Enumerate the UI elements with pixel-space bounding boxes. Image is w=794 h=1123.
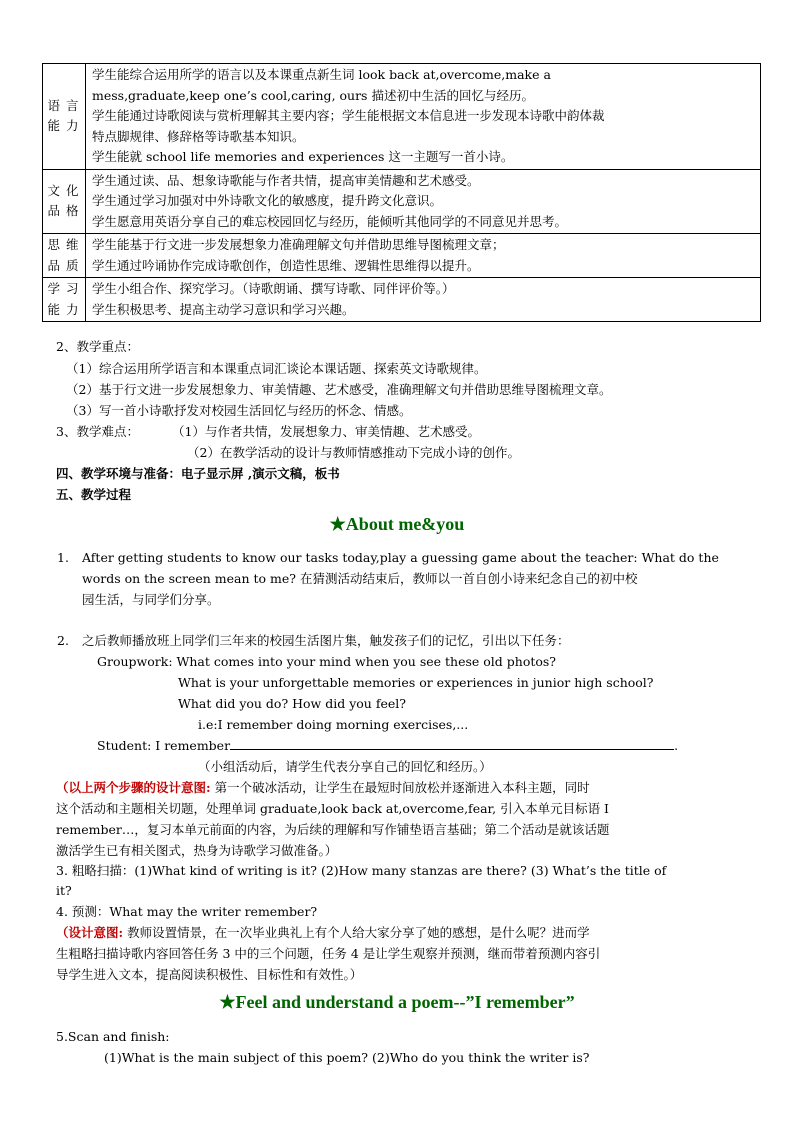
row-content: 学生能基于行文进一步发展想象力准确理解文句并借助思维导图梳理文章； 学生通过吟诵协作完成诗歌创作，创造性思维、逻辑性思维得以提升。 <box>86 234 761 278</box>
groupwork-question: What is your unforgettable memories or experiences in junior high school? <box>178 675 654 690</box>
table-row <box>43 64 761 170</box>
design-intent-text: 激活学生已有相关图式，热身为诗歌学习做准备。） <box>56 843 338 858</box>
table-row <box>43 234 761 278</box>
step-text: 之后教师播放班上同学们三年来的校园生活图片集，触发孩子们的记忆，引出以下任务： <box>82 633 570 648</box>
step-title: 5.Scan and finish: <box>56 1029 170 1044</box>
row-content: 学生通过读、品、想象诗歌能与作者共情，提高审美情趣和艺术感受。 学生通过学习加强对中外诗歌文化的敏感度，提升跨文化意识。 学生愿意用英语分享自己的难忘校园回忆与经历，能倾听其他同学的不同意见并思考。 <box>86 169 761 234</box>
step-text: it? <box>56 883 72 898</box>
row-content: 学生能综合运用所学的语言以及本课重点新生词 look back at,overcome,make a mess,graduate,keep one’s cool,caring, ours 描述初中生活的回忆与经历。 学生能通过诗歌阅读与赏析理解其主要内容；学生能根据文本信息进一步发现本诗歌中韵体裁 特点脚规律、修辞格等诗歌基本知识。 学生能就 school life memories and experiences 这一主题写一首小诗。 <box>86 64 761 170</box>
student-prompt: Student: I remember . <box>97 738 679 753</box>
objectives-table <box>42 63 761 322</box>
step-text: 园生活，与同学们分享。 <box>82 592 220 607</box>
row-label: 语言 能力 <box>43 64 86 170</box>
design-intent-label: （以上两个步骤的设计意图: <box>56 780 211 795</box>
table-row <box>43 278 761 322</box>
design-intent-text: 导学生进入文本，提高阅读积极性、目标性和有效性。） <box>56 967 363 982</box>
design-intent-label: （设计意图: <box>56 925 124 940</box>
step-text: 4. 预测：What may the writer remember? <box>56 904 318 919</box>
answer-blank <box>230 736 674 750</box>
difficulties-heading: 3、教学难点： <box>56 424 139 439</box>
section-environment: 四、教学环境与准备：电子显示屏 ,演示文稿，板书 <box>56 466 340 481</box>
groupwork-question: Groupwork: What comes into your mind when you see these old photos? <box>97 654 557 669</box>
step-text: 3. 粗略扫描：(1)What kind of writing is it? (2)How many stanzas are there? (3) What’s the title of <box>56 863 667 878</box>
groupwork-question: What did you do? How did you feel? <box>178 696 406 711</box>
heading-about-me-you: ★About me&you <box>329 514 465 534</box>
key-point-item: （2）基于行文进一步发展想象力、审美情趣、艺术感受，准确理解文句并借助思维导图梳理文章。 <box>66 382 612 397</box>
step-text: words on the screen mean to me? 在猜测活动结束后，教师以一首自创小诗来纪念自己的初中校 <box>82 571 638 586</box>
section-process: 五、教学过程 <box>56 487 132 502</box>
key-point-item: （3）写一首小诗歌抒发对校园生活回忆与经历的怀念、情感。 <box>66 403 412 418</box>
activity-note: （小组活动后，请学生代表分享自己的回忆和经历。） <box>198 759 492 774</box>
design-intent-text: 这个活动和主题相关切题，处理单词 graduate,look back at,overcome,fear, 引入本单元目标语 I <box>56 801 609 816</box>
step-number: 1. <box>57 550 69 565</box>
key-points-heading: 2、教学重点： <box>56 339 139 354</box>
row-label: 学习 能力 <box>43 278 86 322</box>
step-text: (1)What is the main subject of this poem? (2)Who do you think the writer is? <box>104 1050 590 1065</box>
difficulty-item: （2）在教学活动的设计与教师情感推动下完成小诗的创作。 <box>187 445 520 460</box>
example-text: i.e:I remember doing morning exercises,... <box>198 717 469 732</box>
step-number: 2. <box>57 633 69 648</box>
difficulty-item: （1）与作者共情，发展想象力、审美情趣、艺术感受。 <box>172 424 480 439</box>
heading-feel-understand: ★Feel and understand a poem--”I remember” <box>219 992 575 1012</box>
table-row <box>43 169 761 234</box>
key-point-item: （1）综合运用所学语言和本课重点词汇谈论本课话题、探索英文诗歌规律。 <box>66 361 487 376</box>
row-content: 学生小组合作、探究学习。（诗歌朗诵、撰写诗歌、同伴评价等。） 学生积极思考、提高主动学习意识和学习兴趣。 <box>86 278 761 322</box>
design-intent: （以上两个步骤的设计意图: 第一个破冰活动，让学生在最短时间放松并逐渐进入本科主题，同时 <box>56 780 590 795</box>
step-text: After getting students to know our tasks today,play a guessing game about the teacher: What do the <box>82 550 719 565</box>
design-intent-text: 生粗略扫描诗歌内容回答任务 3 中的三个问题，任务 4 是让学生观察并预测，继而带着预测内容引 <box>56 946 601 961</box>
row-label: 思维 品质 <box>43 234 86 278</box>
row-label: 文化 品格 <box>43 169 86 234</box>
design-intent-text: remember…，复习本单元前面的内容，为后续的理解和写作铺垫语言基础；第二个活动是就该话题 <box>56 822 610 837</box>
design-intent: （设计意图: 教师设置情景，在一次毕业典礼上有个人给大家分享了她的感想，是什么呢？进而学 <box>56 925 590 940</box>
